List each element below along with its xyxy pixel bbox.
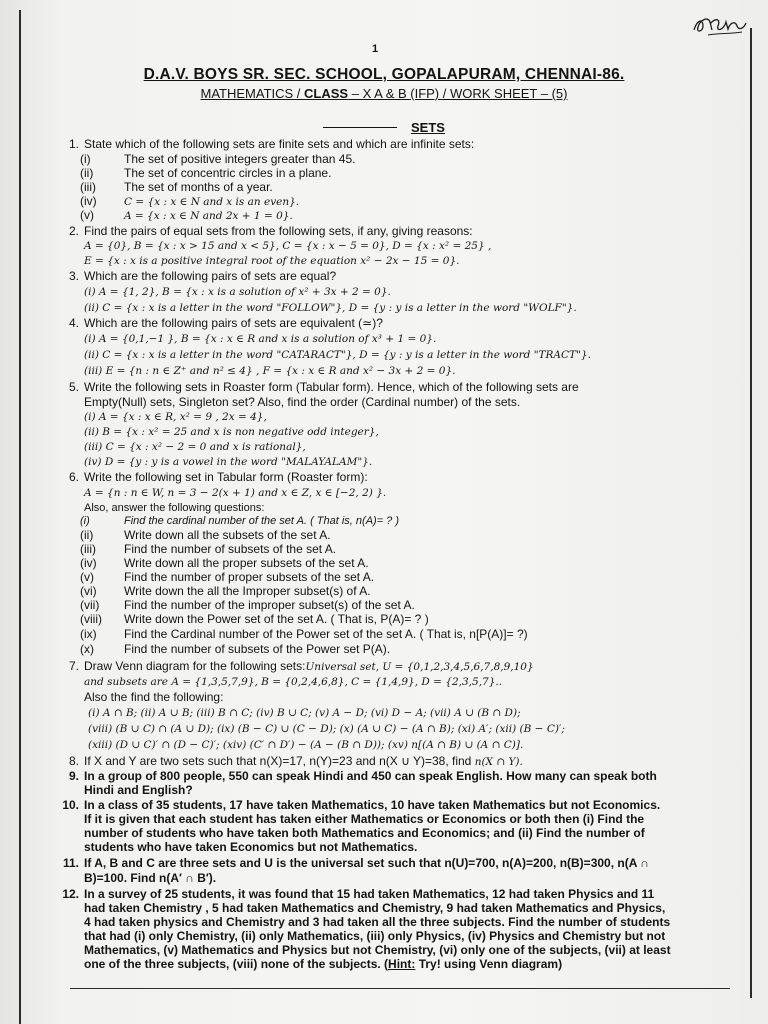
q1-item [80,194,299,209]
q12-line-5: Mathematics, (v) Mathematics and Physics but not Chemistry, (vi) only one of the subjects, (vii) at least [84,943,671,957]
item-label: (v) [80,208,94,222]
q3-pair-1: (i) A = {1, 2}, B = {x : x is a solution of x² + 3x + 2 = 0}. [84,286,391,298]
item-label: (v) [80,570,94,584]
question-5 [57,380,579,394]
topic-heading [0,120,768,135]
q4-pair-2: (ii) C = {x : x is a letter in the word "CATARACT"}, D = {y : y is a letter in the word "TRACT"}. [84,349,591,361]
q2-sets-line-2: E = {x : x is a positive integral root of the equation x² − 2x − 15 = 0}. [84,255,460,267]
q10-line-3: number of students who have taken both Mathematics and Economics; and (ii) Find the number of [84,826,645,840]
q6-item [80,598,415,612]
item-label: (ii) [80,528,94,542]
question-2 [57,224,473,238]
question-number: 12. [62,887,79,901]
item-label: (i) [80,515,90,527]
q1-item [80,166,331,180]
school-title: D.A.V. BOYS SR. SEC. SCHOOL, GOPALAPURAM, CHENNAI-86. [143,66,625,83]
question-number: 7. [68,659,79,673]
item-text: The set of months of a year. [124,180,273,194]
page-number: 1 [372,43,379,55]
item-text: The set of positive integers greater than 45. [124,152,356,166]
item-label: (iii) [80,542,96,556]
q11-line-2: B)=100. Find n(A′ ∩ B′). [84,871,217,885]
q6-item [80,627,528,641]
q5-set-c: (iii) C = {x : x² − 2 = 0 and x is rational}, [84,441,306,453]
item-label: (iii) [80,180,96,194]
item-label: (iv) [80,194,97,208]
handwritten-signature [688,10,750,38]
question-4 [57,316,383,330]
question-number: 3. [68,269,79,283]
question-text: In a class of 35 students, 17 have taken Mathematics, 10 have taken Mathematics but not Economics. [84,798,661,812]
q12-line-6-post: Try! using Venn diagram) [415,957,563,971]
question-7 [57,659,534,674]
q8-expression: n(X ∩ Y). [474,756,523,768]
item-label: (viii) [80,612,102,626]
q7-find-line-3: (xiii) (D ∪ C)′ ∩ (D − C)′; (xiv) (C′ ∩ D′) − (A − (B ∩ D)); (xv) n[(A ∩ B) ∪ (A ∩ C)]. [88,739,524,751]
q12-line-3: 4 had taken physics and Chemistry and 3 had taken all the three subjects. Find the number of students [84,915,671,929]
question-11 [57,856,649,870]
question-1 [57,137,474,151]
heading-dash [323,127,397,128]
q12-line-6 [84,957,562,971]
topic-title: SETS [411,120,445,135]
q5-set-d: (iv) D = {y : y is a vowel in the word "MALAYALAM"}. [84,456,373,468]
q6-item [80,642,390,656]
q6-set: A = {n : n ∈ W, n = 3 − 2(x + 1) and x ∈ Z, x ∈ [−2, 2) }. [84,487,387,499]
q1-item [80,152,355,166]
q6-item [80,542,336,556]
hint-label: Hint: [388,957,416,971]
item-text: Write down the all the Improper subset(s) of A. [124,584,371,598]
item-label: (ix) [80,627,97,641]
q10-line-4: students who have taken Economics but not Mathematics. [84,840,418,854]
question-text: In a group of 800 people, 550 can speak Hindi and 450 can speak English. How many can speak both [84,769,657,783]
q4-pair-1: (i) A = {0,1,−1 }, B = {x : x ∈ R and x is a solution of x³ + 1 = 0}. [84,333,437,345]
item-text: Find the number of proper subsets of the set A. [124,570,375,584]
item-text: Write down all the proper subsets of the set A. [124,556,369,570]
q12-line-2: had taken Chemistry , 5 had taken Mathematics and Chemistry, 9 had taken Mathematics and Physics, [84,901,666,915]
item-text: Write down all the subsets of the set A. [124,528,331,542]
item-label: (i) [80,152,91,166]
q12-line-6-pre: one of the three subjects, (viii) none of the subjects. ( [84,957,389,971]
question-number: 2. [68,224,79,238]
q5-set-a: (i) A = {x : x ∈ R, x² = 9 , 2x = 4}, [84,411,267,423]
item-text: Find the number of the improper subset(s) of the set A. [124,598,415,612]
question-number: 4. [68,316,79,330]
q9-line-2: Hindi and English? [84,783,193,797]
bottom-rule [70,988,730,989]
q7-find-line-2: (viii) (B ∪ C) ∩ (A ∪ D); (ix) (B − C) ∪ (C − D); (x) (A ∪ C) − (A ∩ B); (xi) A′; (xii) (B − C)′; [88,723,565,735]
q6-item [80,570,374,584]
item-text: Find the number of subsets of the set A. [124,542,337,556]
question-12 [57,887,654,901]
q7-find-line-1: (i) A ∩ B; (ii) A ∪ B; (iii) B ∩ C; (iv) B ∪ C; (v) A − D; (vi) D − A; (vii) A ∪ (B ∩ D); [88,707,521,719]
item-text: C = {x : x ∈ N and x is an even}. [124,196,300,208]
question-number: 11. [62,856,79,870]
q12-line-4: that had (i) only Chemistry, (ii) only Mathematics, (iii) only Physics, (iv) Physics and Chemistry but not [84,929,666,943]
q7-subsets: and subsets are A = {1,3,5,7,9}, B = {0,2,4,6,8}, C = {1,4,9}, D = {2,3,5,7}.. [84,676,503,688]
q6-item [80,528,331,542]
q4-pair-3: (iii) E = {n : n ∈ Z⁺ and n² ≤ 4} , F = {x : x ∈ R and x² − 3x + 2 = 0}. [84,365,456,377]
question-8 [57,754,523,769]
q6-item [80,612,429,626]
question-number: 10. [62,798,79,812]
q2-sets-line-1: A = {0}, B = {x : x > 15 and x < 5}, C = {x : x − 5 = 0}, D = {x : x² = 25} , [84,240,492,252]
item-text: Find the cardinal number of the set A. ( That is, n(A)= ? ) [124,515,400,527]
right-margin-line [750,28,752,998]
question-number: 6. [68,470,79,484]
question-number: 9. [68,769,79,783]
q7-universal-set: Universal set, U = {0,1,2,3,4,5,6,7,8,9,10} [305,661,534,673]
question-text: If X and Y are two sets such that n(X)=17, n(Y)=23 and n(X ∪ Y)=38, find [84,754,475,768]
question-number: 8. [68,754,79,768]
item-label: (vii) [80,598,100,612]
worksheet-subtitle [0,86,768,101]
q6-item [80,514,399,528]
question-9 [57,769,657,783]
q5-set-b: (ii) B = {x : x² = 25 and x is non negative odd integer}, [84,426,379,438]
q5-line-2: Empty(Null) sets, Singleton set? Also, find the order (Cardinal number) of the sets. [84,395,521,409]
q3-pair-2: (ii) C = {x : x is a letter in the word "FOLLOW"}, D = {y : y is a letter in the word "WOLF"}. [84,302,577,314]
question-number: 1. [68,137,79,151]
question-text: In a survey of 25 students, it was found that 15 had taken Mathematics, 12 had taken Physics and 11 [84,887,655,901]
item-text: The set of concentric circles in a plane. [124,166,332,180]
subtitle-class: CLASS [304,86,349,101]
question-number: 5. [68,380,79,394]
q6-also: Also, answer the following questions: [84,502,265,514]
item-label: (iv) [80,556,97,570]
q6-item [80,556,369,570]
question-text: Draw Venn diagram for the following sets: [84,659,306,673]
question-10 [57,798,660,812]
q10-line-2: If it is given that each student has taken either Mathematics or Economics or both then (i) Find the [84,812,645,826]
question-text: Which are the following pairs of sets are equivalent (≃)? [84,316,383,330]
item-label: (x) [80,642,94,656]
question-6 [57,470,368,484]
item-text: A = {x : x ∈ N and 2x + 1 = 0}. [124,210,293,222]
question-text: If A, B and C are three sets and U is the universal set such that n(U)=700, n(A)=200, n(B)=300, n(A ∩ [84,856,649,870]
item-label: (ii) [80,166,94,180]
q1-item [80,208,293,223]
question-text: Write the following sets in Roaster form (Tabular form). Hence, which of the following sets are [84,380,579,394]
question-text: Which are the following pairs of sets are equal? [84,269,337,283]
q6-item [80,584,371,598]
subtitle-post: – X A & B (IFP) / WORK SHEET – (5) [348,86,568,101]
subtitle-pre: MATHEMATICS / [200,86,305,101]
question-text: State which of the following sets are finite sets and which are infinite sets: [84,137,475,151]
item-text: Find the Cardinal number of the Power set of the set A. ( That is, n[P(A)]= ?) [124,627,528,641]
item-text: Find the number of subsets of the Power set P(A). [124,642,391,656]
q1-item [80,180,273,194]
question-3 [57,269,336,283]
question-text: Write the following set in Tabular form (Roaster form): [84,470,368,484]
q7-also: Also the find the following: [84,690,224,704]
item-label: (vi) [80,584,97,598]
left-margin-line [19,10,21,1024]
question-text: Find the pairs of equal sets from the following sets, if any, giving reasons: [84,224,473,238]
item-text: Write down the Power set of the set A. ( That is, P(A)= ? ) [124,612,429,626]
